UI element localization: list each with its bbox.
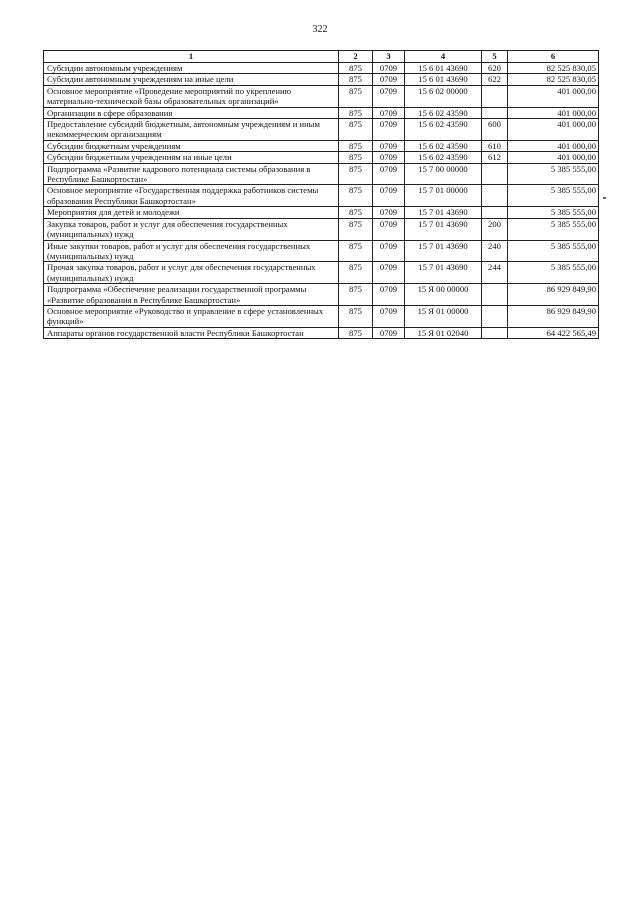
table-row [44,152,599,163]
table-row [44,262,599,284]
row-type-cell [482,207,508,218]
table-row [44,207,599,218]
table-row [44,119,599,141]
row-article-cell: 15 7 01 43690 [405,218,482,240]
row-name-cell: Иные закупки товаров, работ и услуг для обеспечения государственных (муниципальных) нужд [44,240,339,262]
row-article-cell: 15 6 02 43590 [405,140,482,151]
row-ministry-cell: 875 [339,284,373,306]
row-type-cell: 620 [482,63,508,74]
row-name-cell: Подпрограмма «Обеспечение реализации государственной программы «Развитие образования в Республике Башкортостан» [44,284,339,306]
row-ministry-cell: 875 [339,152,373,163]
row-ministry-cell: 875 [339,218,373,240]
row-section-cell: 0709 [373,218,405,240]
row-amount-cell: 5 385 555,00 [508,262,599,284]
row-amount-cell: 401 000,00 [508,152,599,163]
column-header: 3 [373,51,405,63]
row-section-cell: 0709 [373,74,405,85]
row-section-cell: 0709 [373,107,405,118]
row-type-cell: 200 [482,218,508,240]
column-header: 2 [339,51,373,63]
table-row [44,284,599,306]
page-number: 322 [312,24,328,35]
row-name-cell: Прочая закупка товаров, работ и услуг для обеспечения государственных (муниципальных) нужд [44,262,339,284]
row-name-cell: Аппараты органов государственной власти Республики Башкортостан [44,327,339,338]
row-article-cell: 15 Я 00 00000 [405,284,482,306]
row-ministry-cell: 875 [339,63,373,74]
row-ministry-cell: 875 [339,240,373,262]
row-type-cell [482,85,508,107]
row-amount-cell: 5 385 555,00 [508,240,599,262]
column-header: 4 [405,51,482,63]
row-ministry-cell: 875 [339,140,373,151]
table-row [44,63,599,74]
row-article-cell: 15 6 02 43590 [405,107,482,118]
row-article-cell: 15 7 01 00000 [405,185,482,207]
row-ministry-cell: 875 [339,262,373,284]
row-type-cell: 622 [482,74,508,85]
row-amount-cell: 401 000,00 [508,85,599,107]
row-article-cell: 15 6 01 43690 [405,74,482,85]
row-amount-cell: 82 525 830,05 [508,63,599,74]
table-header-row [44,51,599,63]
row-section-cell: 0709 [373,152,405,163]
row-amount-cell: 5 385 555,00 [508,163,599,185]
row-article-cell: 15 Я 01 00000 [405,305,482,327]
table-row [44,185,599,207]
row-ministry-cell: 875 [339,85,373,107]
table-body [44,63,599,339]
row-section-cell: 0709 [373,119,405,141]
row-article-cell: 15 7 01 43690 [405,262,482,284]
row-type-cell: 600 [482,119,508,141]
row-ministry-cell: 875 [339,327,373,338]
row-section-cell: 0709 [373,185,405,207]
row-name-cell: Субсидии бюджетным учреждениям на иные цели [44,152,339,163]
row-name-cell: Закупка товаров, работ и услуг для обеспечения государственных (муниципальных) нужд [44,218,339,240]
row-article-cell: 15 6 01 43690 [405,63,482,74]
row-amount-cell: 5 385 555,00 [508,185,599,207]
row-article-cell: 15 6 02 43590 [405,152,482,163]
row-name-cell: Субсидии автономным учреждениям на иные цели [44,74,339,85]
row-section-cell: 0709 [373,327,405,338]
scan-mark [603,197,606,199]
row-section-cell: 0709 [373,163,405,185]
row-section-cell: 0709 [373,207,405,218]
row-type-cell: 240 [482,240,508,262]
row-article-cell: 15 6 02 00000 [405,85,482,107]
column-header: 1 [44,51,339,63]
table-row [44,140,599,151]
table-row [44,74,599,85]
row-amount-cell: 86 929 849,90 [508,284,599,306]
row-type-cell [482,107,508,118]
row-ministry-cell: 875 [339,107,373,118]
row-name-cell: Основное мероприятие «Руководство и управление в сфере установленных функций» [44,305,339,327]
row-section-cell: 0709 [373,262,405,284]
row-section-cell: 0709 [373,85,405,107]
row-ministry-cell: 875 [339,305,373,327]
row-amount-cell: 5 385 555,00 [508,207,599,218]
row-name-cell: Мероприятия для детей и молодежи [44,207,339,218]
row-article-cell: 15 Я 01 02040 [405,327,482,338]
row-type-cell [482,305,508,327]
table-row [44,305,599,327]
row-ministry-cell: 875 [339,74,373,85]
row-name-cell: Организации в сфере образования [44,107,339,118]
row-name-cell: Субсидии автономным учреждениям [44,63,339,74]
row-amount-cell: 64 422 565,49 [508,327,599,338]
table-row [44,327,599,338]
row-article-cell: 15 7 01 43690 [405,240,482,262]
row-ministry-cell: 875 [339,163,373,185]
row-type-cell [482,284,508,306]
row-amount-cell: 5 385 555,00 [508,218,599,240]
row-amount-cell: 86 929 849,90 [508,305,599,327]
table-row [44,240,599,262]
row-name-cell: Основное мероприятие «Проведение мероприятий по укреплению материально-технической базы образовательных организаций» [44,85,339,107]
row-article-cell: 15 6 02 43590 [405,119,482,141]
row-amount-cell: 401 000,00 [508,107,599,118]
row-ministry-cell: 875 [339,119,373,141]
row-name-cell: Основное мероприятие «Государственная поддержка работников системы образования Республики Башкортостан» [44,185,339,207]
row-type-cell: 610 [482,140,508,151]
row-amount-cell: 401 000,00 [508,140,599,151]
column-header: 6 [508,51,599,63]
budget-table [43,50,599,339]
row-ministry-cell: 875 [339,207,373,218]
row-section-cell: 0709 [373,63,405,74]
row-section-cell: 0709 [373,140,405,151]
row-type-cell [482,163,508,185]
column-header: 5 [482,51,508,63]
table-row [44,85,599,107]
table-row [44,163,599,185]
row-ministry-cell: 875 [339,185,373,207]
row-name-cell: Предоставление субсидий бюджетным, автономным учреждениям и иным некоммерческим организациям [44,119,339,141]
row-section-cell: 0709 [373,305,405,327]
row-amount-cell: 401 000,00 [508,119,599,141]
row-type-cell: 612 [482,152,508,163]
table-row [44,218,599,240]
table-row [44,107,599,118]
row-type-cell: 244 [482,262,508,284]
row-type-cell [482,185,508,207]
row-section-cell: 0709 [373,284,405,306]
row-name-cell: Субсидии бюджетным учреждениям [44,140,339,151]
row-name-cell: Подпрограмма «Развитие кадрового потенциала системы образования в Республике Башкортостан» [44,163,339,185]
row-section-cell: 0709 [373,240,405,262]
row-article-cell: 15 7 01 43690 [405,207,482,218]
row-article-cell: 15 7 00 00000 [405,163,482,185]
row-type-cell [482,327,508,338]
row-amount-cell: 82 525 830,05 [508,74,599,85]
